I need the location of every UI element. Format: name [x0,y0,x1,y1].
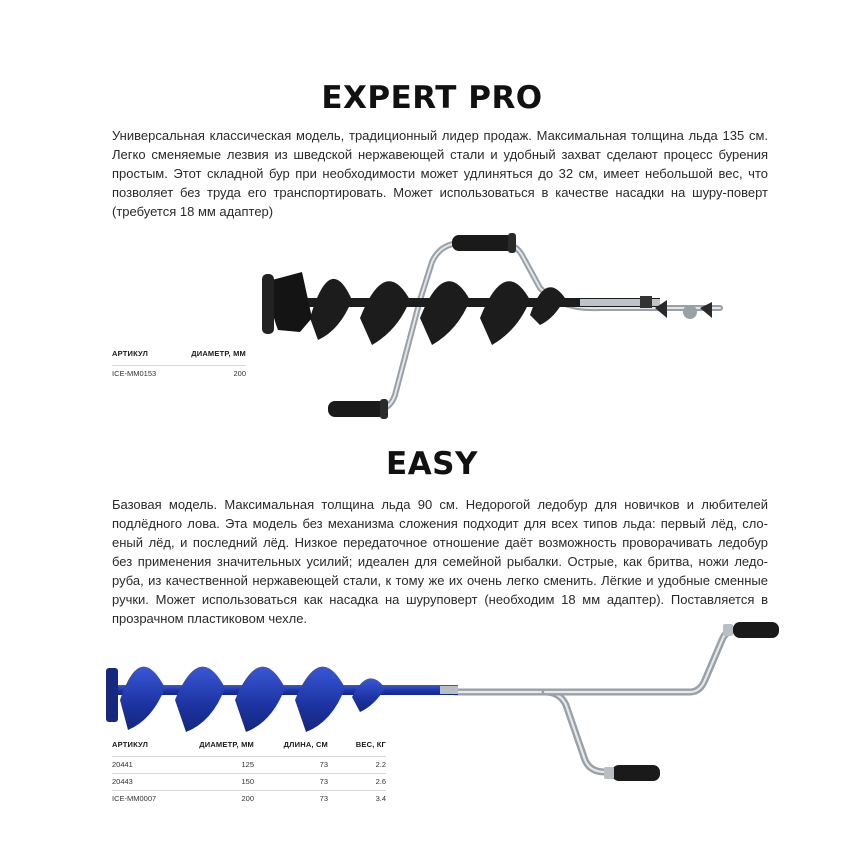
column-header-article: АРТИКУЛ [112,740,149,749]
cell-weight: 2.2 [328,757,386,774]
product-description-easy: Базовая модель. Максимальная толщина льда 90 см. Недорогой ледобур для новичков и любителей подлёдного лова. Эта модель без механизма сложения подходит для всех типов льда: первый лёд, сло-еный лёд, и последний лёд. Низкое передаточное отношение даёт возможность проворачивать ледобур без применения значительных усилий; идеален для семейной рыбалки. Острые, как бритва, ножи ледо-руба, из качественной нержавеющей стали, к тому же их очень легко сменить. Лёгкие и удобные сменные ручки. Может использоваться как насадка на шуруповерт (необходим 18 мм адаптер). Поставляется в прозрачном пластиковом чехле. [112,497,768,626]
cell-article: ICE-MM0153 [112,366,172,383]
spec-table-expert-pro [112,349,246,382]
cell-length: 73 [254,791,328,808]
column-header-article: АРТИКУЛ [112,349,149,358]
column-header-diameter: ДИАМЕТР, ММ [191,349,246,358]
cell-length: 73 [254,774,328,791]
cell-diameter: 200 [182,791,254,808]
table-row [112,774,386,791]
table-row [112,757,386,774]
product-title-expert-pro: EXPERT PRO [321,80,543,116]
cell-article: 20441 [112,757,182,774]
expert-pro-auger-image [262,233,720,419]
cell-diameter: 150 [182,774,254,791]
cell-length: 73 [254,757,328,774]
spec-table-easy [112,740,386,807]
cell-diameter: 125 [182,757,254,774]
cell-article: ICE-MM0007 [112,791,182,808]
table-header-row [112,349,246,366]
column-header-weight: ВЕС, КГ [355,740,386,749]
cell-weight: 2.6 [328,774,386,791]
column-header-length: ДЛИНА, СМ [283,740,328,749]
cell-weight: 3.4 [328,791,386,808]
cell-article: 20443 [112,774,182,791]
table-row [112,791,386,808]
table-header-row [112,740,386,757]
cell-diameter: 200 [172,366,246,383]
column-header-diameter: ДИАМЕТР, ММ [199,740,254,749]
product-title-easy: EASY [386,446,478,482]
product-description-expert-pro: Универсальная классическая модель, традиционный лидер продаж. Максимальная толщина льда 135 см. Легко сменяемые лезвия из шведской нержавеющей стали и удобный захват сделают процесс бурения простым. Этот складной бур при необходимости может удлиняться до 32 см, имеет небольшой вес, что позволяет без труда его транспортировать. Может использоваться в качестве насадки на шуру-поверт (требуется 18 мм адаптер) [112,128,768,219]
table-row [112,366,246,383]
